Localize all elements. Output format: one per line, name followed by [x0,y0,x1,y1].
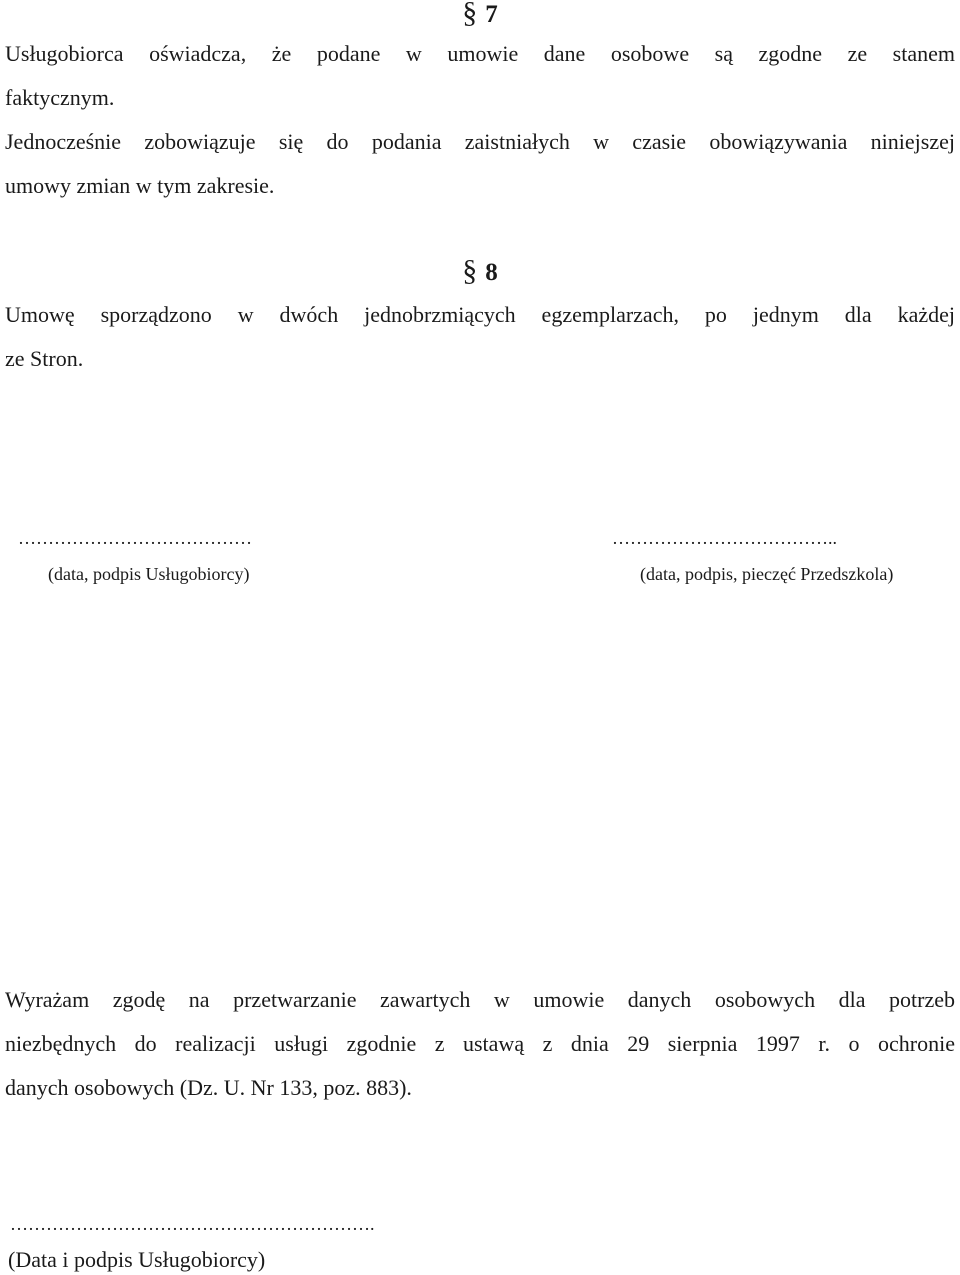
signature-caption: (data, podpis, pieczęć Przedszkola) [640,564,894,584]
section-sign: § [462,254,478,287]
paragraph-line: Jednocześnie zobowiązuje się do podania zaistniałych w czasie obowiązywania niniejszej [5,129,955,154]
section-7-heading [0,0,960,30]
paragraph-line: ze Stron. [5,346,84,371]
signature-dots: ……………………………………………………. [10,1214,375,1234]
paragraph-line: umowy zmian w tym zakresie. [5,173,275,198]
section-number: 8 [485,259,498,286]
section-number: 7 [485,1,498,28]
section-8-heading [0,256,960,288]
section-7-paragraph [5,32,955,208]
signature-right [612,526,893,586]
signature-left [18,526,252,586]
consent-paragraph [5,978,955,1110]
section-sign: § [462,0,478,29]
paragraph-line: danych osobowych (Dz. U. Nr 133, poz. 883). [5,1075,412,1100]
section-8-paragraph [5,293,955,381]
signature-dots: ………………………………… [18,528,252,548]
paragraph-line: Wyrażam zgodę na przetwarzanie zawartych w umowie danych osobowych dla potrzeb [5,987,955,1012]
signature-dots: ……………………………….. [612,528,837,548]
signature-caption: (data, podpis Usługobiorcy) [48,564,250,584]
final-signature [8,1210,375,1274]
paragraph-line: niezbędnych do realizacji usługi zgodnie z ustawą z dnia 29 sierpnia 1997 r. o ochronie [5,1031,955,1056]
signature-caption: (Data i podpis Usługobiorcy) [8,1247,266,1272]
paragraph-line: Usługobiorca oświadcza, że podane w umowie dane osobowe są zgodne ze stanem [5,41,955,66]
paragraph-line: faktycznym. [5,85,115,110]
paragraph-line: Umowę sporządzono w dwóch jednobrzmiących egzemplarzach, po jednym dla każdej [5,302,955,327]
